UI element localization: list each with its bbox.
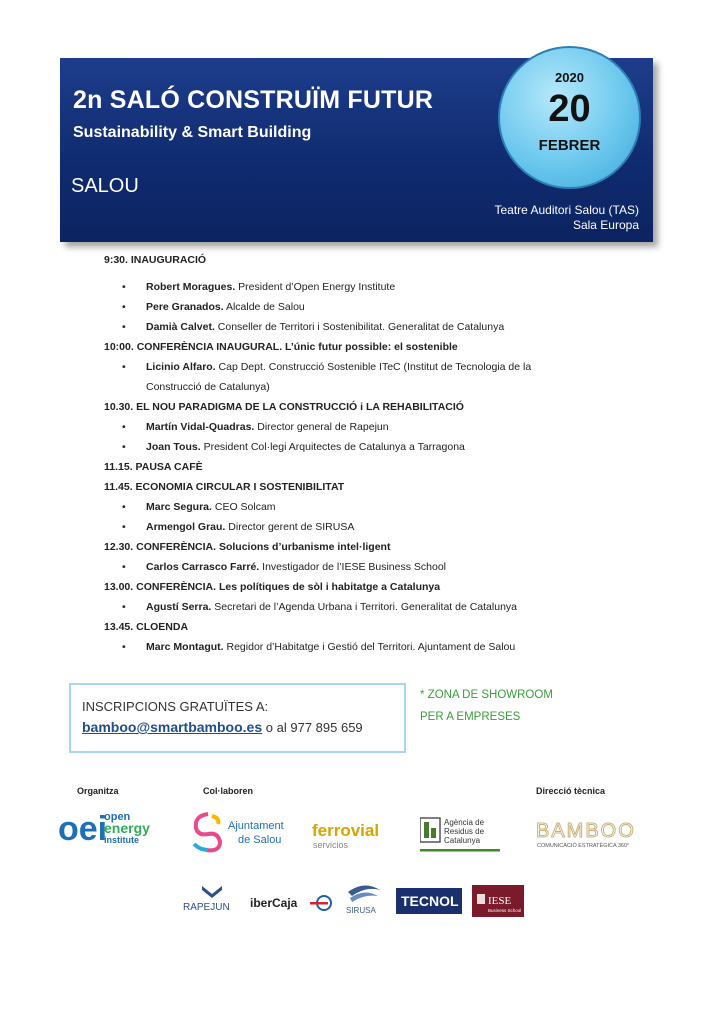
iese-name: IESE [488, 895, 512, 907]
salou-line2: de Salou [238, 834, 282, 846]
date-year: 2020 [555, 70, 584, 85]
tecnol-name: TECNOL [401, 893, 459, 909]
program-section: 12.30. CONFERÈNCIA. Solucions d’urbanisme intel·ligent [104, 541, 391, 553]
program-section: 10:00. CONFERÈNCIA INAUGURAL. L’únic futur possible: el sostenible [104, 341, 458, 353]
inscriptions-box [69, 683, 406, 753]
program-speaker: • Joan Tous. President Col·legi Arquitectes de Catalunya a Tarragona [104, 437, 584, 457]
sirusa-logo [344, 880, 384, 916]
phone-number: 977 895 659 [290, 720, 363, 735]
date-badge [498, 46, 641, 189]
showroom-line2: PER A EMPRESES [420, 711, 521, 723]
program-speaker: • Pere Granados. Alcalde de Salou [104, 297, 584, 317]
ajuntament-salou-logo [190, 810, 302, 854]
oei-mark: oei [58, 810, 108, 848]
arc-frame-icon [420, 818, 440, 842]
ferrovial-name: ferrovial [312, 821, 380, 840]
program-section: 11.45. ECONOMIA CIRCULAR I SOSTENIBILITAT [104, 481, 345, 493]
rapejun-roof-icon [202, 886, 222, 898]
open-energy-institute-logo [58, 808, 176, 850]
bullet-icon: • [122, 321, 126, 333]
organitza-label: Organitza [77, 786, 119, 796]
bullet-icon: • [122, 521, 126, 533]
program-section: 10.30. EL NOU PARADIGMA DE LA CONSTRUCCIÓ i LA REHABILITACIÓ [104, 401, 464, 413]
program-speaker: • Carlos Carrasco Farré. Investigador de l’IESE Business School [104, 557, 584, 577]
inscriptions-contact [82, 719, 363, 735]
collaboren-label: Col·laboren [203, 786, 254, 796]
event-city: SALOU [71, 175, 139, 197]
bullet-icon: • [122, 281, 126, 293]
date-month: FEBRER [538, 137, 601, 154]
venue-room: Sala Europa [572, 218, 639, 232]
arc-line2: Residus de [444, 827, 485, 836]
bullet-icon: • [122, 421, 126, 433]
program-speaker: • Damià Calvet. Conseller de Territori i Sostenibilitat. Generalitat de Catalunya [104, 317, 584, 337]
program-speaker: • Marc Segura. CEO Solcam [104, 497, 584, 517]
bullet-icon: • [122, 641, 126, 653]
arc-line3: Catalunya [444, 836, 481, 845]
iese-shield-icon [477, 894, 485, 904]
salou-line1: Ajuntament [228, 820, 284, 832]
program-section: 13.45. CLOENDA [104, 621, 189, 633]
bamboo-name: BAMBOO [536, 820, 636, 842]
direccio-label: Direcció tècnica [536, 786, 606, 796]
bullet-icon: • [122, 601, 126, 613]
oei-line1: open [104, 811, 131, 823]
program-speaker: • Marc Montagut. Regidor d’Habitatge i Gestió del Territori. Ajuntament de Salou [104, 637, 584, 657]
ferrovial-sub: servicios [313, 840, 349, 850]
bullet-icon: • [122, 561, 126, 573]
ibercaja-logo [250, 892, 338, 914]
oei-line2: energy [104, 820, 150, 836]
bullet-icon: • [122, 301, 126, 313]
iese-sub: Business School [488, 908, 522, 913]
program-speaker: • Robert Moragues. President d’Open Energy Institute [104, 277, 584, 297]
showroom-line1: * ZONA DE SHOWROOM [420, 689, 553, 701]
rapejun-name: RAPEJUN [183, 902, 230, 913]
bullet-icon: • [122, 361, 126, 373]
arc-bar2-icon [431, 828, 436, 838]
program-section: 13.00. CONFERÈNCIA. Les polítiques de sòl i habitatge a Catalunya [104, 581, 441, 593]
arc-line1: Agència de [444, 818, 485, 827]
showroom-note [420, 684, 553, 728]
ferrovial-logo [312, 818, 404, 852]
ibercaja-bar-icon [310, 902, 328, 905]
rapejun-logo [180, 884, 242, 914]
bamboo-sub: COMUNICACIÓ ESTRATÈGICA 360° [537, 843, 630, 849]
arc-underline-icon [420, 849, 500, 852]
agencia-residus-logo [420, 812, 504, 854]
tecnol-logo [396, 888, 462, 914]
date-day: 20 [548, 88, 591, 130]
oei-line3: institute [104, 835, 139, 845]
program-speaker: • Armengol Grau. Director gerent de SIRUSA [104, 517, 584, 537]
salou-s-accent2-icon [194, 844, 208, 850]
email-link[interactable]: bamboo@smartbamboo.es [82, 719, 263, 735]
iese-logo [472, 885, 524, 917]
inscriptions-label: INSCRIPCIONS GRATUÏTES A: [82, 699, 269, 714]
event-subtitle: Sustainability & Smart Building [73, 124, 312, 141]
bamboo-logo [534, 818, 658, 850]
event-title: 2n SALÓ CONSTRUÏM FUTUR [73, 86, 434, 114]
program-speaker: • Martín Vidal-Quadras. Director general de Rapejun [104, 417, 584, 437]
program-section: 11.15. PAUSA CAFÈ [104, 461, 203, 473]
salou-s-accent-icon [212, 816, 218, 824]
program-speaker: • Licinio Alfaro. Cap Dept. Construcció Sostenible ITeC (Institut de Tecnologia de la Construcció de Catalunya) [104, 357, 584, 397]
program-speaker: • Agustí Serra. Secretari de l’Agenda Urbana i Territori. Generalitat de Catalunya [104, 597, 584, 617]
bullet-icon: • [122, 441, 126, 453]
arc-bar-icon [424, 822, 429, 838]
venue-name: Teatre Auditori Salou (TAS) [494, 203, 639, 217]
program-list [104, 250, 584, 657]
or-label: o al [265, 720, 287, 735]
ibercaja-name: iberCaja [250, 896, 298, 910]
event-venue [494, 203, 639, 233]
program-section: 9:30. INAUGURACIÓ [104, 254, 207, 266]
sirusa-name: SIRUSA [346, 906, 376, 915]
bullet-icon: • [122, 501, 126, 513]
